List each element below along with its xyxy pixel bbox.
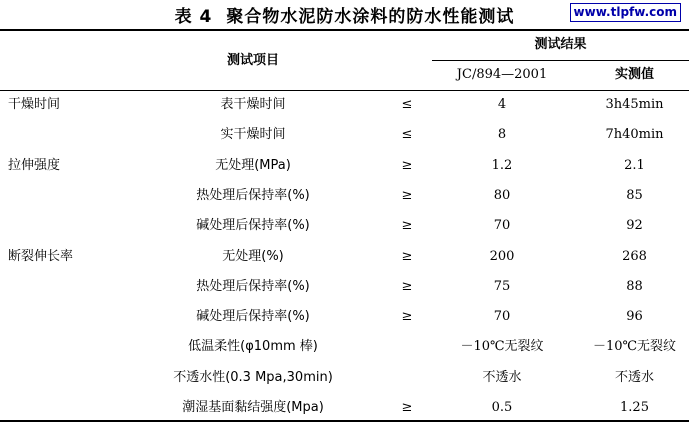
row-standard-value: 8 (497, 127, 507, 142)
header-standard: JC/894—2001 (456, 67, 548, 82)
row-item: 无处理(%) (222, 249, 284, 264)
row-measured-value: 3h45min (605, 97, 664, 112)
row-measured-value: 1.25 (620, 400, 649, 415)
row-category: 干燥时间 (8, 97, 61, 112)
table-top-rule (0, 29, 689, 31)
row-standard-value: 200 (489, 249, 515, 264)
row-operator: ≥ (401, 279, 413, 294)
row-item: 实干燥时间 (220, 127, 286, 142)
row-measured-value: 85 (626, 188, 643, 203)
site-watermark: www.tlpfw.com (570, 3, 681, 22)
row-item: 无处理(MPa) (215, 158, 291, 173)
table-caption: 聚合物水泥防水涂料的防水性能测试 (226, 7, 515, 27)
row-operator: ≥ (401, 158, 413, 173)
row-category: 拉伸强度 (8, 158, 61, 173)
row-standard-value: 80 (493, 188, 511, 203)
row-item: 碱处理后保持率(%) (196, 309, 310, 324)
header-measured: 实测值 (614, 67, 654, 82)
row-operator: ≥ (401, 218, 413, 233)
row-operator: ≥ (401, 249, 413, 264)
header-test-item: 测试项目 (226, 53, 279, 68)
row-item: 表干燥时间 (220, 97, 286, 112)
row-standard-value: 70 (493, 309, 511, 324)
row-item: 碱处理后保持率(%) (196, 218, 310, 233)
row-item: 热处理后保持率(%) (196, 188, 310, 203)
row-standard-value: －10℃无裂纹 (460, 339, 544, 354)
row-operator: ≥ (401, 309, 413, 324)
row-operator: ≤ (401, 127, 413, 142)
row-measured-value: 7h40min (605, 127, 664, 142)
row-standard-value: 0.5 (491, 400, 513, 415)
row-category: 断裂伸长率 (8, 249, 74, 264)
row-measured-value: 不透水 (614, 370, 654, 385)
row-standard-value: 1.2 (491, 158, 513, 173)
row-operator: ≥ (401, 400, 413, 415)
row-measured-value: 92 (626, 218, 643, 233)
row-measured-value: 88 (626, 279, 643, 294)
row-standard-value: 75 (493, 279, 511, 294)
row-item: 热处理后保持率(%) (196, 279, 310, 294)
row-item: 潮湿基面黏结强度(Mpa) (182, 400, 324, 415)
row-measured-value: 268 (622, 249, 647, 264)
table-header-rule (0, 90, 689, 91)
row-measured-value: 2.1 (624, 158, 645, 173)
row-standard-value: 70 (493, 218, 511, 233)
row-operator: ≥ (401, 188, 413, 203)
row-operator: ≤ (401, 97, 413, 112)
result-subheader-rule (432, 60, 689, 61)
row-standard-value: 4 (497, 97, 507, 112)
row-item: 不透水性(0.3 Mpa,30min) (173, 370, 333, 385)
row-item: 低温柔性(φ10mm 棒) (188, 339, 318, 354)
table-number: 表 4 (174, 7, 213, 27)
row-measured-value: 96 (626, 309, 643, 324)
row-measured-value: －10℃无裂纹 (592, 339, 677, 354)
header-test-result: 测试结果 (534, 37, 587, 52)
row-standard-value: 不透水 (482, 370, 522, 385)
